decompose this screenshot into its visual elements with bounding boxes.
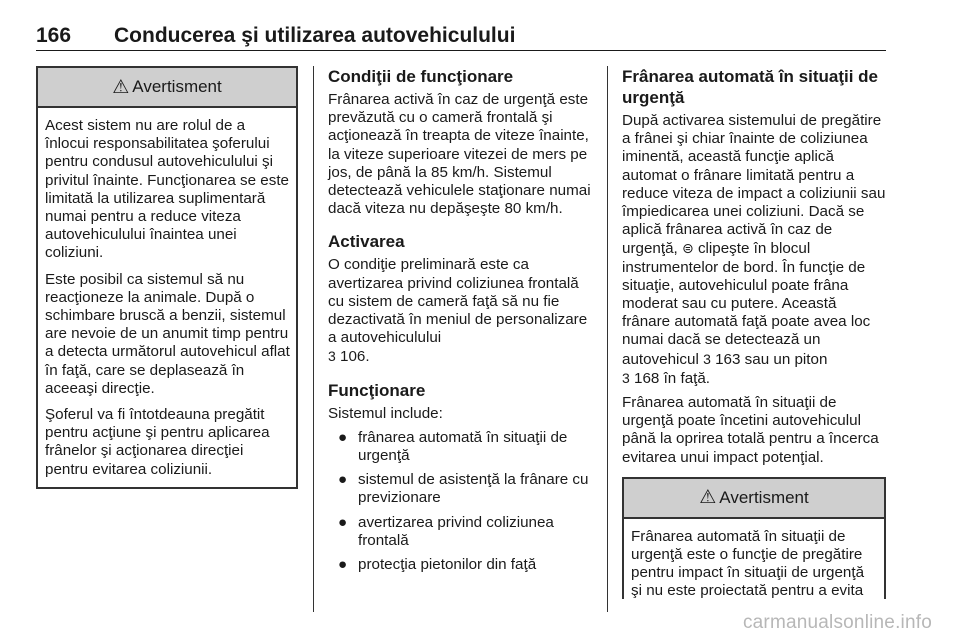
bullet-icon: ● xyxy=(338,513,348,531)
warning-label: Avertisment xyxy=(719,487,809,507)
header-rule xyxy=(36,50,886,51)
section-heading-conditions: Condiţii de funcţionare xyxy=(328,67,514,86)
page-title: Conducerea şi utilizarea autovehiculului xyxy=(114,24,516,47)
page-number: 166 xyxy=(36,24,72,47)
column-middle xyxy=(328,66,593,580)
list-item: ● sistemul de asistenţă la frânare cu previzionare xyxy=(338,471,589,507)
collision-warning-icon: ⊜ xyxy=(681,240,694,257)
page-reference-arrow-icon: 3 xyxy=(328,348,336,365)
warning-triangle-icon: ⚠ xyxy=(699,487,717,509)
warning-body xyxy=(624,519,884,599)
page-reference[interactable]: 106. xyxy=(340,348,370,366)
column-left xyxy=(36,66,298,489)
warning-body xyxy=(38,108,296,487)
column-divider xyxy=(607,66,608,612)
warning-label: Avertisment xyxy=(132,77,222,96)
page-reference[interactable]: 168 în faţă. xyxy=(634,369,711,387)
warning-box xyxy=(36,66,298,489)
activation-text: O condiţie preliminară este ca avertizarea privind coliziunea frontală cu sistem de cameră faţă să nu fie dezactivată în meniul de personalizare a autovehiculului xyxy=(328,256,588,347)
activation-paragraph xyxy=(328,256,593,366)
column-divider xyxy=(313,66,314,612)
page-reference[interactable]: 163 sau un piton xyxy=(715,350,828,368)
bullet-icon: ● xyxy=(338,471,348,489)
warning-box xyxy=(622,477,886,599)
page-reference-arrow-icon: 3 xyxy=(622,369,630,386)
operation-intro: Sistemul include: xyxy=(328,404,443,422)
list-item: ● protecţia pietonilor din faţă xyxy=(338,556,537,574)
bullet-icon: ● xyxy=(338,556,348,574)
list-item: ● avertizarea privind coliziunea frontală xyxy=(338,513,554,549)
page-reference-arrow-icon: 3 xyxy=(703,350,711,367)
conditions-paragraph: Frânarea activă în caz de urgenţă este prevăzută cu o cameră frontală şi acţionează în treapta de viteze înainte, la viteze superioare vitezei de mers pe jos, de până la 85 km/h. Sistemul detectează vehiculele staţionare numai dacă viteza nu depăşeşte 80 km/h. xyxy=(328,91,591,218)
warning-triangle-icon: ⚠ xyxy=(112,76,130,98)
section-heading-activation: Activarea xyxy=(328,232,405,252)
warning-header xyxy=(38,68,296,108)
auto-brake-paragraph-2: Frânarea automată în situaţii de urgenţă poate încetini autovehiculul până la oprirea totală pentru a încerca evitarea unui impact potenţial. xyxy=(622,394,879,466)
column-right xyxy=(622,66,886,599)
auto-brake-paragraph: După activarea sistemului de pregătire a frânei şi chiar înainte de coliziunea iminentă, această funcţie aplică automat o frânare limitată pentru a reduce viteza de impact a coliziunii sau împiedicarea unei coliziuni. Dacă se aplică frânarea activă în caz de urgenţă, ⊜ clipeşte în blocul instrumentelor de bord. În funcţie de situaţie, autovehiculul poate frâna moderat sau cu putere. Această frânare automată faţă poate avea loc numai dacă se detectează un autovehicul 3 163 sau un piton 3 168 în faţă. xyxy=(622,112,886,387)
warning-paragraph: Şoferul va fi întotdeauna pregătit pentru acţiune şi pentru aplicarea frânelor şi acţionarea direcţiei pentru evitarea coliziunii. xyxy=(45,406,270,478)
section-heading-auto-brake: Frânarea automată în situaţii de urgenţă xyxy=(622,67,879,107)
warning-paragraph: Acest sistem nu are rolul de a înlocui responsabilitatea şoferului pentru condusul autovehiculului şi privitul înainte. Funcţionarea se este limitată la utilizarea suplimentară numai pentru a reduce viteza autovehiculului înaintea unei coliziuni. xyxy=(45,117,289,262)
list-item: ● frânarea automată în situaţii de urgenţă xyxy=(338,428,568,465)
warning-header xyxy=(624,479,884,519)
warning-paragraph: Este posibil ca sistemul să nu reacţioneze la animale. După o schimbare bruscă a benzii, sistemul are nevoie de un anumit timp pentru a detecta următorul autovehicul aflat în faţă, care se deplasează în aceeaşi direcţie. xyxy=(45,270,290,397)
bullet-icon: ● xyxy=(338,428,348,446)
watermark: carmanualsonline.info xyxy=(742,612,932,633)
warning-paragraph: Frânarea automată în situaţii de urgenţă este o funcţie de pregătire pentru impact în situaţii de urgenţă şi nu este proiectată pentru a evita xyxy=(631,527,865,599)
page-header xyxy=(36,20,886,50)
feature-list xyxy=(328,429,593,574)
section-heading-operation: Funcţionare xyxy=(328,380,426,400)
